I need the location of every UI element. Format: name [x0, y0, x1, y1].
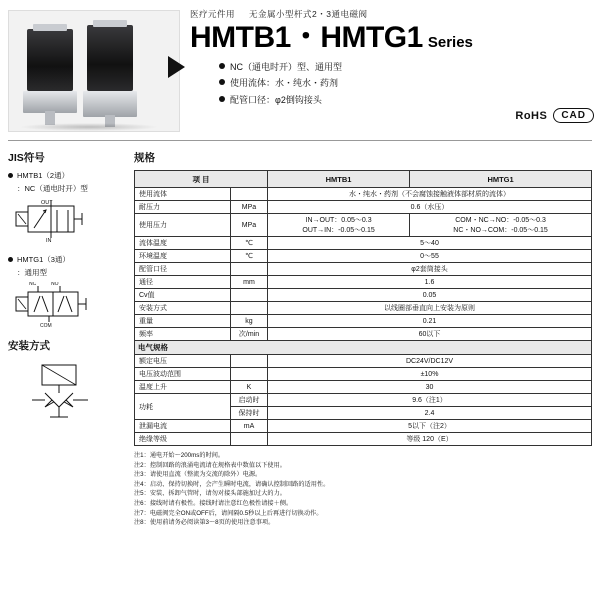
table-row: [135, 433, 592, 446]
jis-item-hmtg1: HMTG1（3通）: [8, 254, 128, 265]
row-label: 频率: [135, 328, 231, 341]
header-divider: [8, 140, 592, 141]
row-value: φ2套筒接头: [268, 263, 592, 276]
row-label: Cv值: [135, 289, 231, 302]
row-label: 功耗: [135, 394, 231, 420]
certification-badges: [515, 108, 594, 123]
svg-text:COM: COM: [40, 323, 52, 328]
row-value: 30: [268, 381, 592, 394]
row-sublabel: 保持时: [231, 407, 268, 420]
row-value: 60以下: [268, 328, 592, 341]
table-row: [135, 315, 592, 328]
row-unit: MPa: [231, 214, 268, 237]
spec-column: [134, 150, 592, 528]
svg-text:NC: NC: [29, 282, 37, 287]
row-unit: K: [231, 381, 268, 394]
row-unit: mA: [231, 420, 268, 433]
footnote: 注1：通电开始～200ms的时间。: [134, 452, 225, 459]
row-value: 水・纯水・药剂（不会腐蚀接触液体部材质的流体）: [268, 188, 592, 201]
col-hmtb1: HMTB1: [268, 171, 410, 188]
row-label: 使用流体: [135, 188, 231, 201]
header-text-block: [190, 8, 592, 109]
table-row: [135, 214, 592, 237]
jis-item-hmtg1-sub: ：通用型: [17, 268, 47, 277]
svg-text:IN: IN: [46, 238, 52, 244]
row-value: 0.6（水压）: [268, 201, 592, 214]
table-row: [135, 394, 592, 407]
table-row: [135, 328, 592, 341]
electrical-section-row: [135, 341, 592, 355]
triangle-marker-icon: [168, 56, 185, 78]
row-unit: 次/min: [231, 328, 268, 341]
footnote: 注3：请使用直流（整流为交流的除外）电源。: [134, 471, 262, 479]
series-text: Series: [427, 34, 473, 51]
spec-table-header-row: [135, 171, 592, 188]
row-label: 电压波动范围: [135, 368, 231, 381]
row-label: 流体温度: [135, 237, 231, 250]
row-label: 配管口径: [135, 263, 231, 276]
bullet-3: 配管口径：φ2倒钩接头: [230, 93, 592, 106]
spec-section-title: 规格: [134, 152, 155, 164]
row-label: 耐压力: [135, 201, 231, 214]
table-row: [135, 381, 592, 394]
jis-section-title: JIS符号: [8, 152, 45, 164]
bullet-1: NC（通电时开）型、通用型: [230, 60, 592, 73]
header-kicker: [190, 8, 592, 20]
footnotes: [134, 451, 592, 528]
footnote: 注7：电磁阀完全ON或OFF后，请间隔0.5秒以上后再进行切换动作。: [134, 509, 323, 517]
bullet-2: 使用流体：水・纯水・药剂: [230, 76, 592, 89]
row-value: 以线圈部垂直向上安装为原则: [268, 302, 592, 315]
table-row: [135, 368, 592, 381]
row-value: 2.4: [268, 407, 592, 420]
row-unit: mm: [231, 276, 268, 289]
svg-text:OUT: OUT: [41, 200, 53, 206]
mounting-diagram: [10, 359, 114, 431]
table-row: [135, 276, 592, 289]
valve-body-left: [23, 91, 77, 113]
col-hmtg1: HMTG1: [410, 171, 592, 188]
table-row: [135, 420, 592, 433]
row-value: ±10%: [268, 368, 592, 381]
rohs-badge: RoHS: [515, 109, 548, 122]
table-row: [135, 302, 592, 315]
row-unit: [231, 263, 268, 276]
page-title: [190, 22, 592, 54]
kicker-left: 医疗元件用: [190, 9, 236, 19]
footnote: 注6：接线时请有极性。接线时请注意红色极性请接＋侧。: [134, 500, 293, 508]
row-unit: [231, 302, 268, 315]
valve-body-right: [83, 91, 137, 117]
symbol-hmtg1: [10, 282, 114, 328]
valve-image-right: [87, 25, 133, 91]
row-label: 额定电压: [135, 355, 231, 368]
row-sublabel: 启动时: [231, 394, 268, 407]
row-unit: MPa: [231, 201, 268, 214]
kicker-right: 无金属小型杆式2・3通电磁阀: [249, 9, 368, 19]
spec-table: [134, 170, 592, 446]
row-label: 温度上升: [135, 381, 231, 394]
footnote: 注2：控制回路的浪涌电流请在规格表中数值以下使用。: [134, 461, 286, 469]
jis-item-hmtb1-sub: ：NC（通电时开）型: [17, 184, 88, 193]
symbol-hmtb1: [10, 198, 114, 244]
footnote: 注5：安装、拆卸气管时，请勿对接头部施加过大的力。: [134, 490, 286, 498]
footnote: 注8：使用前请务必阅读第3～8页的使用注意事项。: [134, 519, 275, 527]
row-value: 0～55: [268, 250, 592, 263]
row-unit: kg: [231, 315, 268, 328]
svg-text:NO: NO: [51, 282, 59, 287]
cad-badge: CAD: [553, 108, 594, 123]
row-value: 0.21: [268, 315, 592, 328]
row-value-hmtg1: COM・NC→NO：-0.05～0.3 NC・NO→COM：-0.05～0.15: [410, 214, 592, 237]
row-unit: [231, 355, 268, 368]
row-unit: ℃: [231, 237, 268, 250]
footnote: 注4：启动、保持切换时，会产生瞬时电流，请确认控制回路的适用性。: [134, 480, 330, 488]
electrical-title: 电气规格: [135, 341, 592, 355]
row-label: 环境温度: [135, 250, 231, 263]
row-unit: [231, 433, 268, 446]
jis-item-hmtb1: HMTB1（2通）: [8, 170, 128, 181]
table-row: [135, 250, 592, 263]
row-value: 0.05: [268, 289, 592, 302]
table-row: [135, 355, 592, 368]
valve-image-left: [27, 29, 73, 91]
row-unit: [231, 188, 268, 201]
left-column: [8, 150, 128, 431]
product-photo: [8, 10, 180, 132]
row-value: 1.6: [268, 276, 592, 289]
row-label: 泄漏电流: [135, 420, 231, 433]
table-row: [135, 201, 592, 214]
row-value: DC24V/DC12V: [268, 355, 592, 368]
row-label: 使用压力: [135, 214, 231, 237]
table-row: [135, 237, 592, 250]
page-header: [0, 0, 600, 140]
row-label: 重量: [135, 315, 231, 328]
row-value-hmtb1: IN→OUT：0.05～0.3 OUT→IN：-0.05～0.15: [268, 214, 410, 237]
row-value: 5以下（注2）: [268, 420, 592, 433]
row-value: 等级 120（E）: [268, 433, 592, 446]
row-label: 通径: [135, 276, 231, 289]
photo-shadow: [19, 123, 159, 131]
row-unit: [231, 368, 268, 381]
row-value: 5～40: [268, 237, 592, 250]
col-item: 项 目: [135, 171, 268, 188]
row-value: 9.6（注1）: [268, 394, 592, 407]
mounting-section-title: 安装方式: [8, 340, 50, 352]
header-bullets: [190, 60, 592, 106]
table-row: [135, 188, 592, 201]
title-text: HMTB1・HMTG1: [190, 21, 423, 54]
row-unit: [231, 289, 268, 302]
row-label: 安装方式: [135, 302, 231, 315]
row-unit: ℃: [231, 250, 268, 263]
table-row: [135, 289, 592, 302]
table-row: [135, 263, 592, 276]
row-label: 绝缘等级: [135, 433, 231, 446]
